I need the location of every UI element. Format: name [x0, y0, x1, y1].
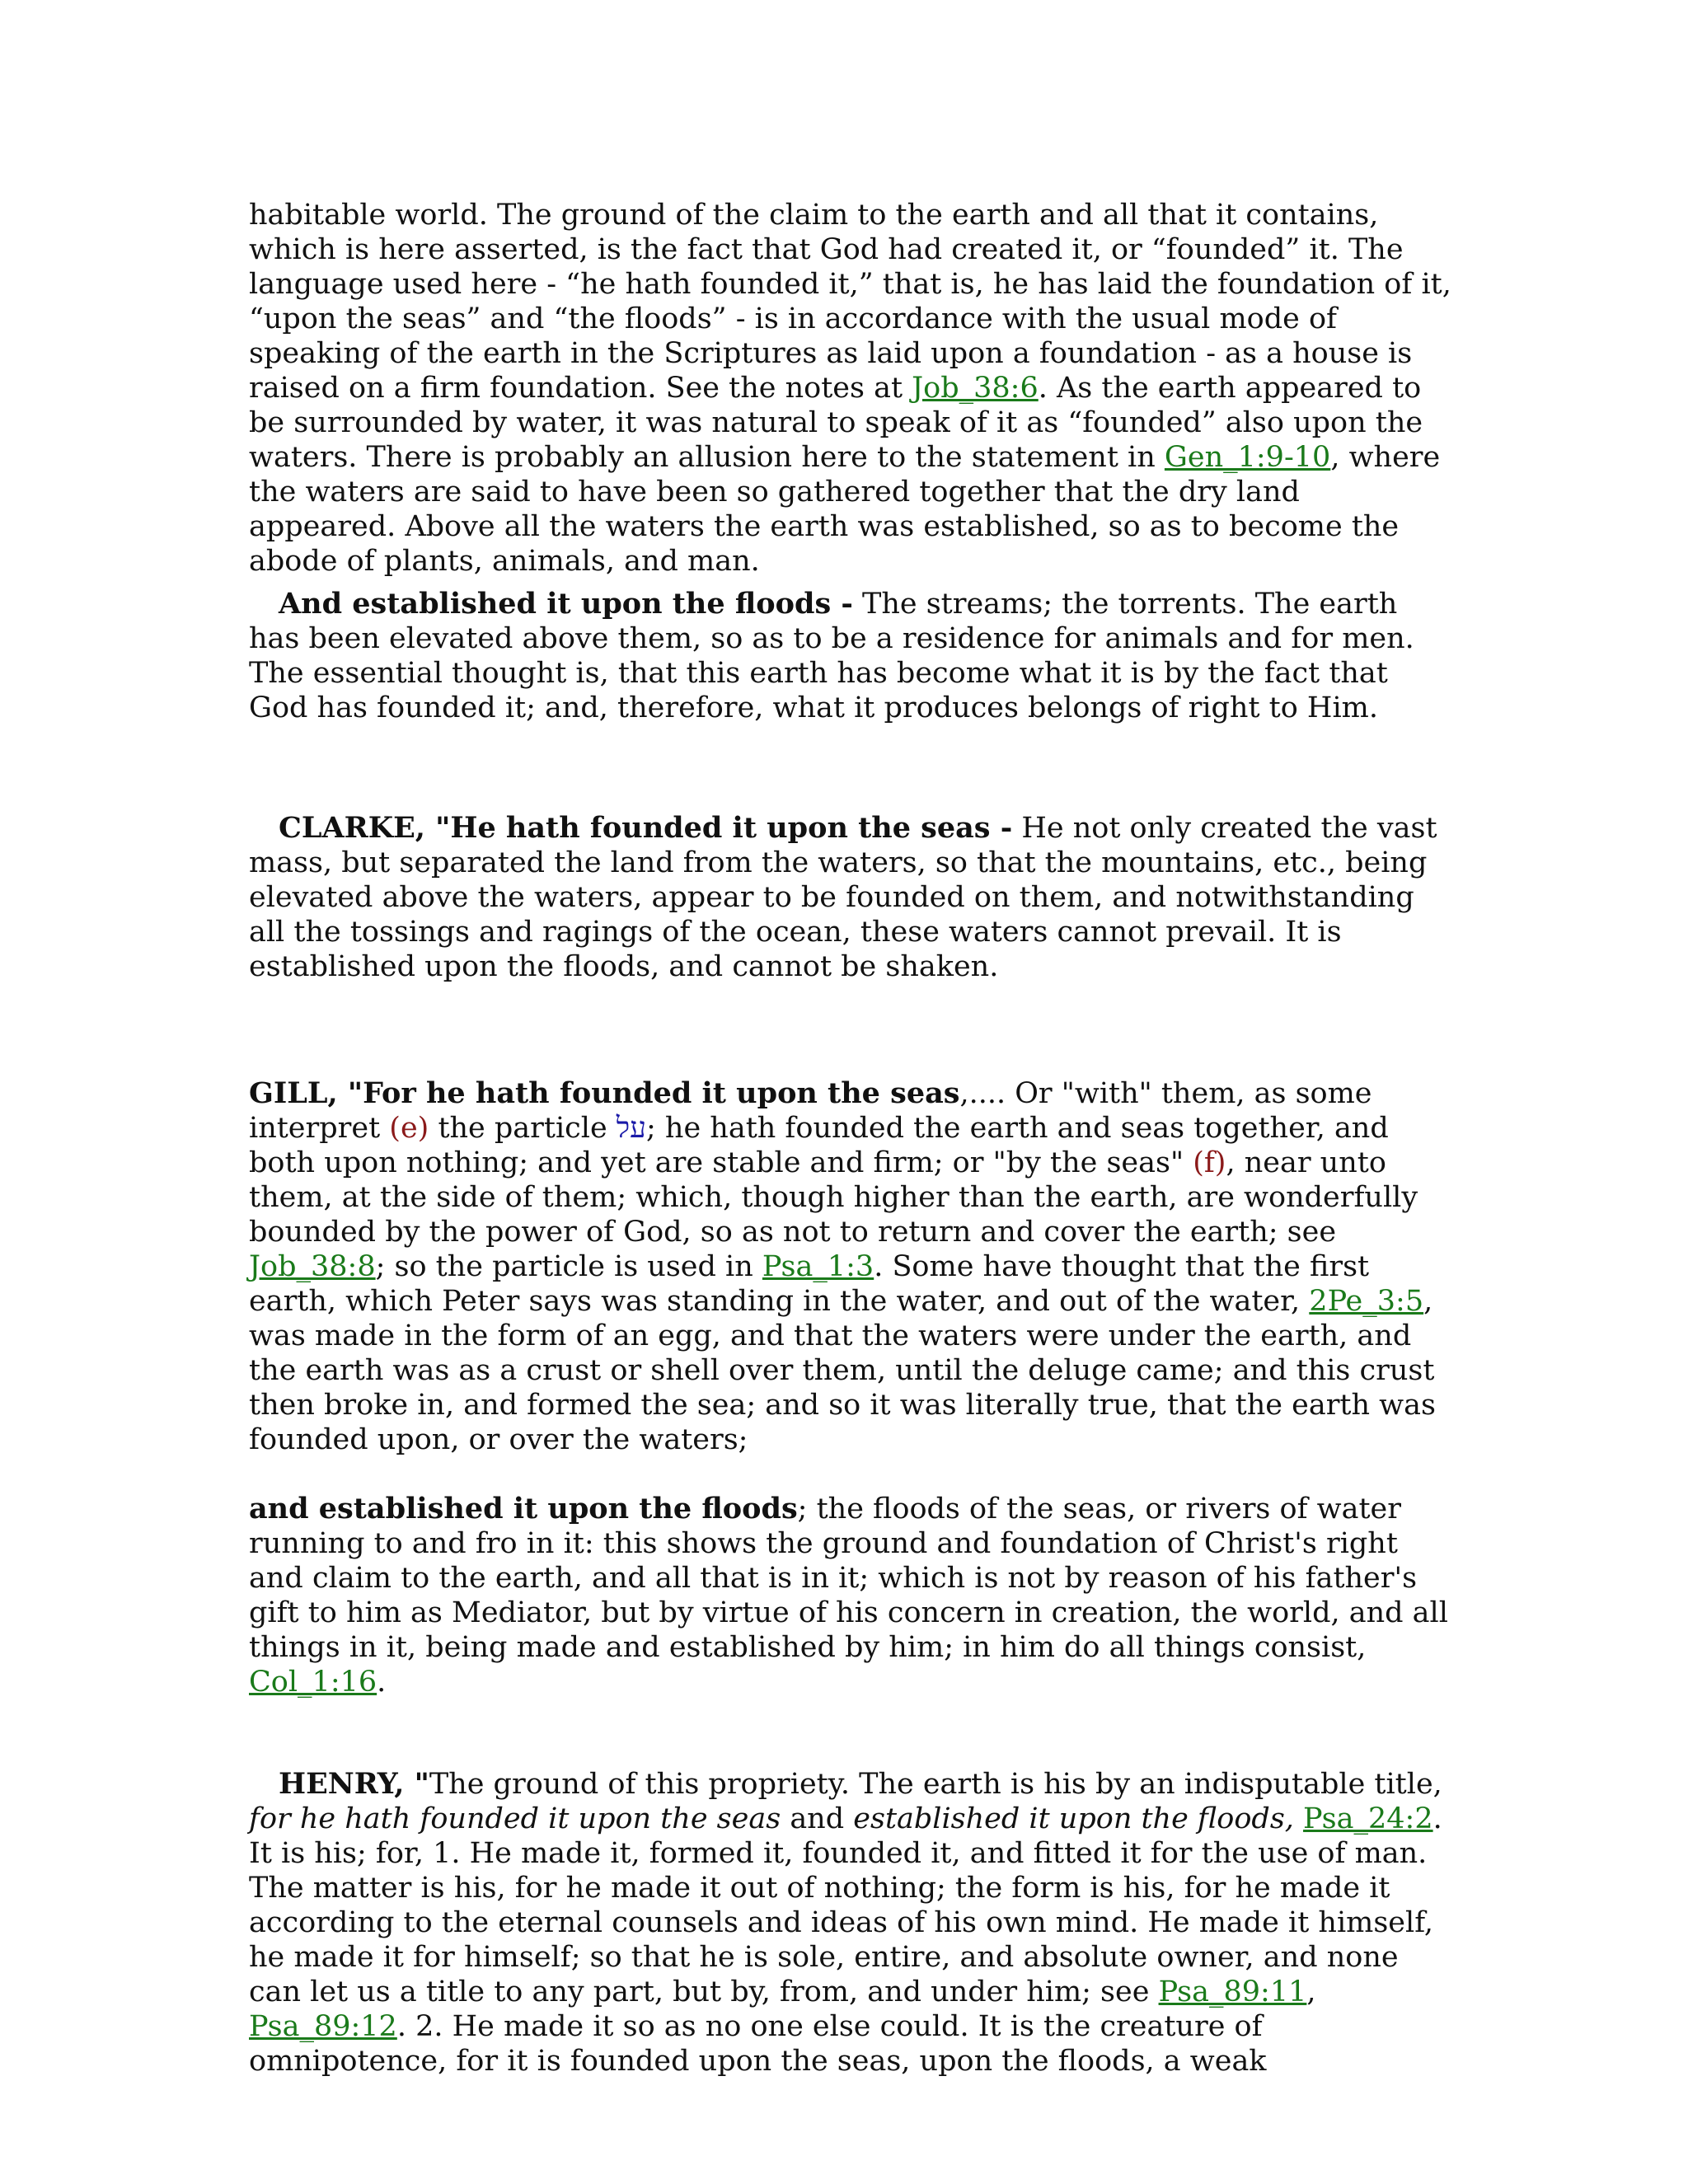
scripture-link-psa-24-2[interactable]: Psa_24:2 [1303, 1802, 1433, 1835]
clarke-paragraph: CLARKE, "He hath founded it upon the seas - He not only created the vast mass, but separated the land from the waters, so that the mountains, etc., being elevated above the waters, appear to be founded on them, and notwithstanding all the tossings and ragings of the ocean, these waters cannot prevail. It is established upon the floods, and cannot be shaken. [249, 811, 1437, 983]
scripture-link-2pe-3-5[interactable]: 2Pe_3:5 [1309, 1285, 1424, 1318]
gill-paragraph-2: and established it upon the floods; the floods of the seas, or rivers of water running to and fro in it: this shows the ground and foundation of Christ's right and claim to the earth, and all that is in it; which is not by reason of his father's gift to him as Mediator, but by virtue of his concern in creation, the world, and all things in it, being made and established by him; in him do all things consist, Col_1:16. [249, 1492, 1448, 1699]
commentary-page [249, 198, 1452, 2079]
footnote-marker-f[interactable]: (f) [1193, 1146, 1226, 1179]
hebrew-word: על [616, 1112, 646, 1145]
scripture-link-psa-1-3[interactable]: Psa_1:3 [762, 1250, 874, 1283]
scripture-link-job-38-8[interactable]: Job_38:8 [249, 1250, 376, 1283]
barnes-subheading: And established it upon the floods - [279, 587, 853, 621]
gill-paragraph-1: GILL, "For he hath founded it upon the seas,.... Or "with" them, as some interpret (e) the particle על; he hath founded the earth and seas together, and both upon nothing; and yet are stable and firm; or "by the seas" (f), near unto them, at the side of them; which, though higher than the earth, are wonderfully bounded by the power of God, so as not to return and cover the earth; see Job_38:8; so the particle is used in Psa_1:3. Some have thought that the first earth, which Peter says was standing in the water, and out of the water, 2Pe_3:5, was made in the form of an egg, and that the waters were under the earth, and the earth was as a crust or shell over them, until the deluge came; and this crust then broke in, and formed the sea; and so it was literally true, that the earth was founded upon, or over the waters; [249, 1076, 1436, 1456]
gill-subheading: and established it upon the floods [249, 1492, 798, 1526]
scripture-link-gen-1-9-10[interactable]: Gen_1:9-10 [1164, 441, 1331, 474]
footnote-marker-e[interactable]: (e) [389, 1112, 429, 1145]
henry-paragraph: HENRY, "The ground of this propriety. The earth is his by an indisputable title, for he hath founded it upon the seas and established it upon the floods, Psa_24:2. It is his; for, 1. He made it, formed it, founded it, and fitted it for the use of man. The matter is his, for he made it out of nothing; the form is his, for he made it according to the eternal counsels and ideas of his own mind. He made it himself, he made it for himself; so that he is sole, entire, and absolute owner, and none can let us a title to any part, but by, from, and under him; see Psa_89:11, Psa_89:12. 2. He made it so as no one else could. It is the creature of omnipotence, for it is founded upon the seas, upon the floods, a weak [249, 1767, 1442, 2078]
scripture-link-psa-89-11[interactable]: Psa_89:11 [1158, 1975, 1307, 2008]
gill-heading: GILL, "For he hath founded it upon the seas [249, 1076, 960, 1110]
clarke-heading: CLARKE, "He hath founded it upon the seas - [279, 811, 1013, 845]
scripture-link-col-1-16[interactable]: Col_1:16 [249, 1666, 377, 1699]
scripture-link-psa-89-12[interactable]: Psa_89:12 [249, 2010, 397, 2043]
scripture-link-job-38-6[interactable]: Job_38:6 [912, 372, 1039, 405]
barnes-paragraph-1: habitable world. The ground of the claim to the earth and all that it contains, which is here asserted, is the fact that God had created it, or “founded” it. The language used here - “he hath founded it,” that is, he has laid the foundation of it, “upon the seas” and “the floods” - is in accordance with the usual mode of speaking of the earth in the Scriptures as laid upon a foundation - as a house is raised on a firm foundation. See the notes at Job_38:6. As the earth appeared to be surrounded by water, it was natural to speak of it as “founded” also upon the waters. There is probably an allusion here to the statement in Gen_1:9-10, where the waters are said to have been so gathered together that the dry land appeared. Above all the waters the earth was established, so as to become the abode of plants, animals, and man. [249, 199, 1451, 578]
henry-heading: HENRY, " [279, 1767, 429, 1801]
barnes-paragraph-2: And established it upon the floods - The streams; the torrents. The earth has been elevated above them, so as to be a residence for animals and for men. The essential thought is, that this earth has become what it is by the fact that God has founded it; and, therefore, what it produces belongs of right to Him. [249, 587, 1414, 724]
